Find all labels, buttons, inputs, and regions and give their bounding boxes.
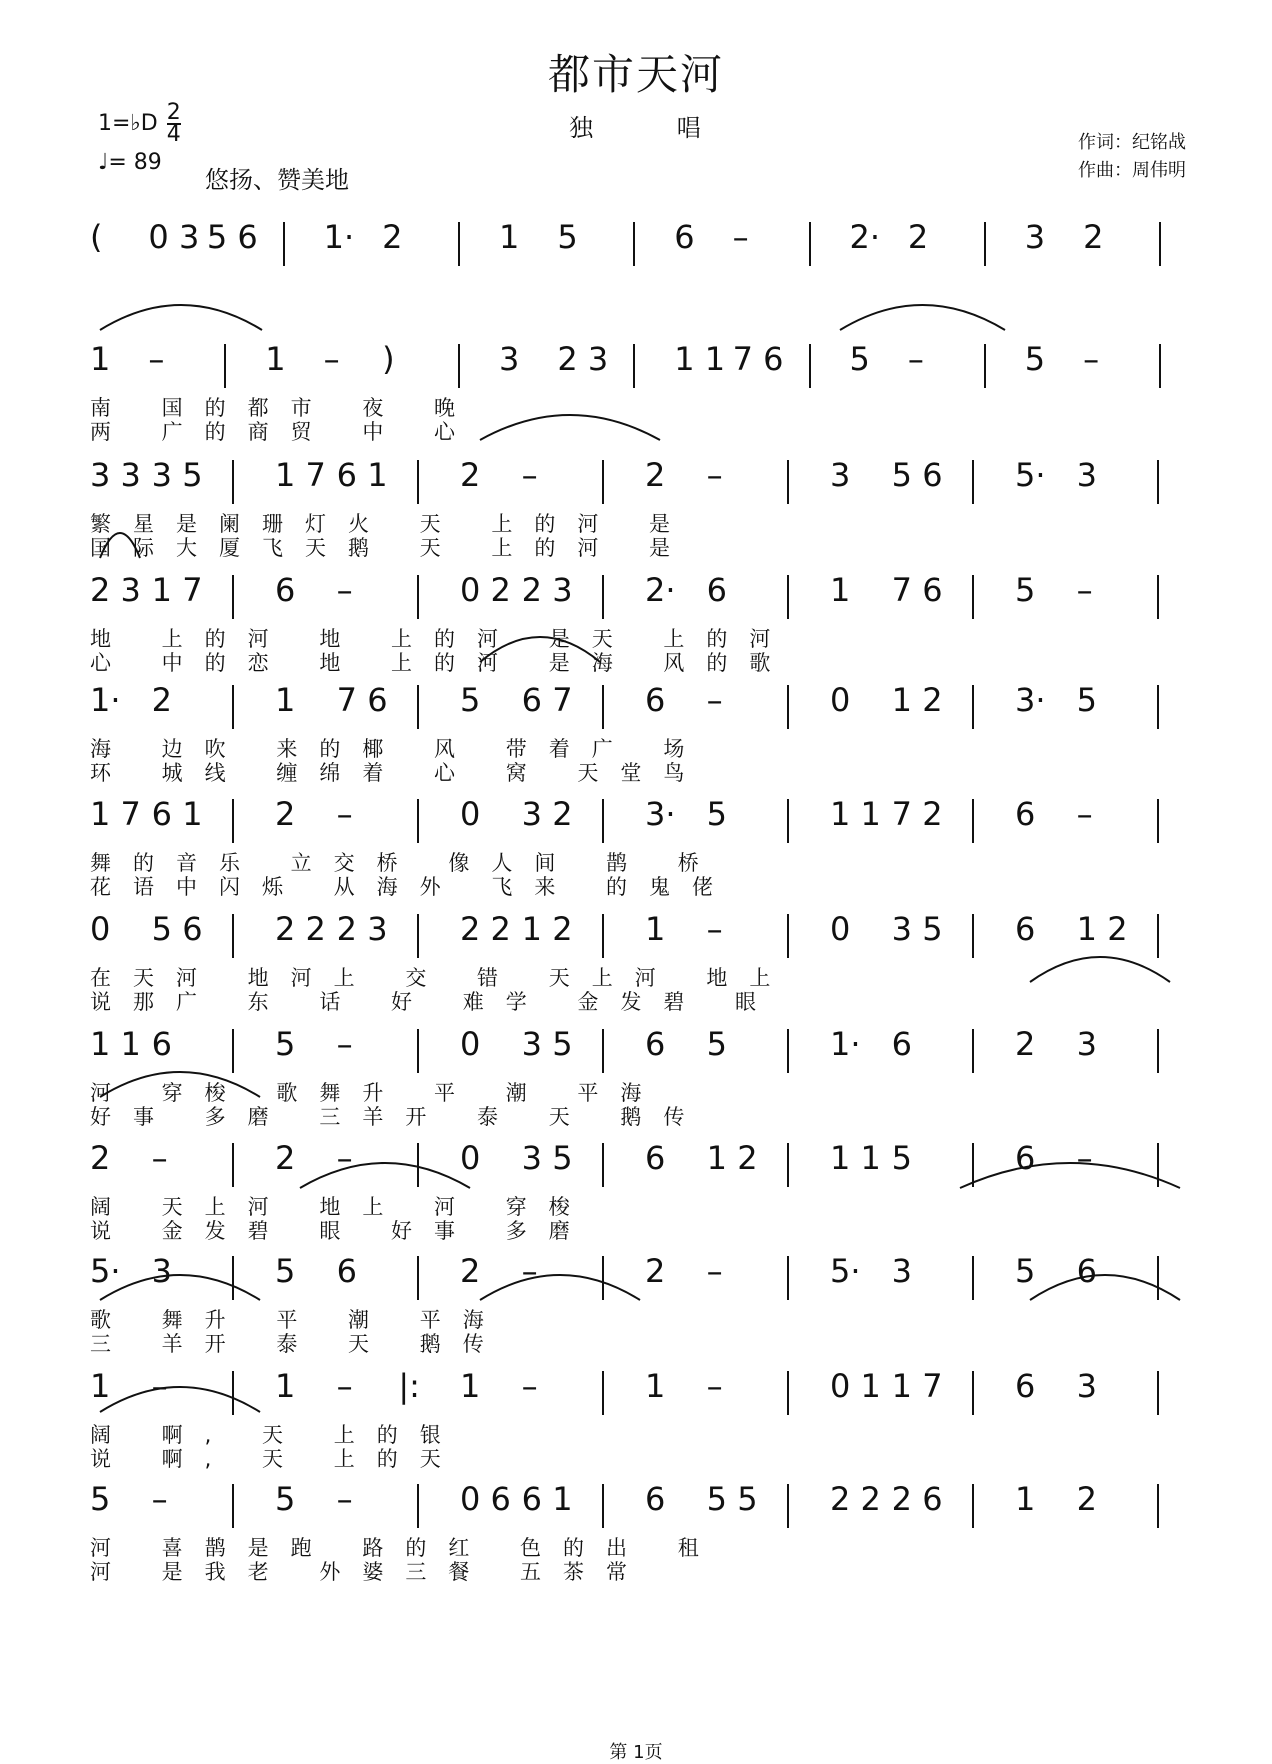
note: 2 3	[521, 571, 573, 609]
note: –	[323, 340, 340, 378]
lyric-line: 花语中闪烁 从海外 飞来 的鬼佬	[90, 875, 736, 899]
note: 5 6	[151, 910, 203, 948]
note: 2 3	[90, 571, 141, 609]
note: –	[1076, 1139, 1093, 1177]
key-label: 1=♭D	[98, 111, 158, 136]
note: 5	[891, 1139, 913, 1177]
note: –	[336, 571, 353, 609]
slur	[100, 305, 262, 330]
lyric-line: 环 城线 缠绵着 心 窝 天堂鸟	[90, 761, 707, 785]
note: –	[521, 1367, 538, 1405]
note: 0	[460, 795, 481, 833]
note: –	[336, 1367, 353, 1405]
note: 1	[90, 1367, 111, 1405]
slur	[100, 1275, 260, 1300]
note: |:	[398, 1367, 420, 1405]
note: 3 5	[521, 1139, 573, 1177]
note: 1 7	[275, 456, 326, 494]
note: 0 3	[148, 218, 200, 256]
note: –	[1083, 340, 1100, 378]
note: 3 3	[90, 456, 141, 494]
note: 5	[1015, 571, 1036, 609]
note: 2 2	[275, 910, 326, 948]
note: 1 1	[830, 1139, 881, 1177]
lyric-line: 在天河 地河上 交 错 天上河 地上	[90, 966, 793, 990]
note: 5	[460, 681, 481, 719]
expression-marking: 悠扬、赞美地	[205, 166, 349, 194]
lyric-line: 繁星是阑珊灯火 天 上的河 是	[90, 512, 693, 536]
note: 1 7	[891, 1367, 943, 1405]
note: 1 7	[90, 795, 141, 833]
note: 6 1	[151, 795, 203, 833]
note: 2	[382, 218, 403, 256]
note: –	[732, 218, 749, 256]
note: 5	[557, 218, 578, 256]
note: 1 2	[891, 681, 943, 719]
note: 2	[275, 1139, 296, 1177]
note: 1 1	[90, 1025, 141, 1063]
time-top: 2	[166, 100, 181, 125]
note: 6	[645, 1480, 666, 1518]
note: 3 2	[521, 795, 573, 833]
slur	[480, 1275, 640, 1300]
lyric-line: 舞的音乐 立交桥 像人间 鹊 桥	[90, 851, 721, 875]
note: –	[148, 340, 165, 378]
note: 1	[645, 910, 666, 948]
note: 2	[1015, 1025, 1036, 1063]
note: 5·	[1015, 456, 1046, 494]
note: 1 2	[1076, 910, 1128, 948]
lyric-line: 海 边吹 来的椰 风 带着广 场	[90, 737, 707, 761]
lyric-line: 阔 啊, 天 上的银	[90, 1423, 463, 1447]
note: 0	[460, 1025, 481, 1063]
note: 2	[460, 456, 481, 494]
slur	[840, 305, 1005, 330]
note: 0	[90, 910, 111, 948]
note: 2	[907, 218, 929, 256]
note: 5·	[830, 1252, 861, 1290]
note: 0	[830, 910, 851, 948]
song-title: 都市天河	[547, 50, 724, 99]
note: 6	[1015, 1139, 1036, 1177]
note: –	[151, 1480, 168, 1518]
note: 1·	[830, 1025, 861, 1063]
note: 3	[1076, 1367, 1098, 1405]
note: 1	[645, 1367, 666, 1405]
note: –	[1076, 795, 1093, 833]
note: 1 2	[706, 1139, 758, 1177]
note: 5 6	[891, 456, 943, 494]
lyric-line: 南 国的都市 夜 晚	[90, 396, 478, 420]
lyric-line: 国际大厦飞天鹅 天 上的河 是	[90, 536, 693, 560]
lyric-line: 心 中的恋 地 上的河 是海 风的歌	[90, 651, 793, 675]
note: 6	[1076, 1252, 1098, 1290]
note: –	[336, 1139, 353, 1177]
note: 6	[645, 1025, 666, 1063]
note: –	[706, 910, 723, 948]
note: 2 2	[460, 910, 511, 948]
note: 6	[275, 571, 296, 609]
note: )	[382, 340, 395, 378]
note: 1 2	[521, 910, 573, 948]
note: 0 6	[460, 1480, 511, 1518]
lyric-line: 说 金发碧 眼 好事 多磨	[90, 1219, 592, 1243]
note: 2·	[645, 571, 676, 609]
lyric-line: 地 上的河 地 上的河 是天 上的河	[90, 627, 793, 651]
note: 5	[706, 1025, 728, 1063]
slur	[100, 533, 140, 558]
note: 6 7	[521, 681, 573, 719]
lyric-line: 河 是我老 外婆三餐 五茶常	[90, 1560, 650, 1584]
note: 1·	[90, 681, 121, 719]
lyric-line: 三 羊开 泰 天 鹅传	[90, 1332, 506, 1356]
note: 3	[1076, 456, 1098, 494]
note: 3 5	[151, 456, 203, 494]
note: 6	[674, 218, 695, 256]
note: 1	[265, 340, 286, 378]
note: 0 1	[830, 1367, 881, 1405]
note: 5	[1015, 1252, 1036, 1290]
note: 2	[90, 1139, 111, 1177]
note: 2 6	[891, 1480, 943, 1518]
note: 0	[460, 1139, 481, 1177]
page-number: 第 1页	[609, 1742, 663, 1763]
note: 2·	[849, 218, 880, 256]
note: 2	[460, 1252, 481, 1290]
note: 1	[275, 681, 296, 719]
lyricist-credit: 作词：纪铭战	[1078, 132, 1186, 153]
note: 5	[1076, 681, 1098, 719]
note: 1	[1015, 1480, 1036, 1518]
note: 5	[90, 1480, 111, 1518]
note: 3	[1024, 218, 1046, 256]
note: 2	[1083, 218, 1104, 256]
note: 6	[151, 1025, 173, 1063]
lyric-line: 好事 多磨 三羊开 泰 天 鹅传	[90, 1105, 707, 1129]
note: 1·	[323, 218, 355, 256]
note: –	[907, 340, 924, 378]
note: 5	[1024, 340, 1046, 378]
note: 6 1	[521, 1480, 573, 1518]
note: 1 1	[674, 340, 726, 378]
note: 3	[830, 456, 851, 494]
slur	[960, 1163, 1180, 1188]
note: 6	[1015, 1367, 1036, 1405]
note: 5 6	[206, 218, 258, 256]
note: 1	[275, 1367, 296, 1405]
note: 2 2	[830, 1480, 881, 1518]
note: 1	[460, 1367, 481, 1405]
note: 3 5	[891, 910, 943, 948]
tempo-marking: ♩= 89	[98, 150, 162, 175]
note: 7 6	[891, 571, 943, 609]
note: –	[336, 1025, 353, 1063]
note: 3·	[1015, 681, 1046, 719]
note: 5	[849, 340, 870, 378]
note: 6	[706, 571, 728, 609]
slur	[100, 1072, 260, 1097]
note: 2	[151, 681, 173, 719]
note: 3	[1076, 1025, 1098, 1063]
slur	[480, 415, 660, 440]
lyric-line: 阔 天上河 地上 河 穿梭	[90, 1195, 592, 1219]
note: (	[90, 218, 103, 256]
slur	[300, 1163, 470, 1188]
note: 5	[275, 1480, 296, 1518]
slur	[100, 1387, 260, 1412]
note: –	[336, 795, 353, 833]
note: 5	[275, 1252, 296, 1290]
note: 0 2	[460, 571, 511, 609]
note: 3 5	[521, 1025, 573, 1063]
note: –	[151, 1367, 168, 1405]
lyric-line: 河 喜鹊是跑 路的红 色的出 租	[90, 1536, 721, 1560]
lyric-line: 两 广的商贸 中 心	[90, 420, 478, 444]
note: –	[151, 1139, 168, 1177]
note: 7 6	[336, 681, 388, 719]
note: –	[706, 456, 723, 494]
note: 2 3	[336, 910, 388, 948]
note: 0	[830, 681, 851, 719]
note: 6	[1015, 910, 1036, 948]
note: 2	[275, 795, 296, 833]
note: –	[706, 681, 723, 719]
lyric-line: 河 穿梭 歌舞升 平 潮 平海	[90, 1081, 664, 1105]
note: 2	[645, 456, 666, 494]
time-bottom: 4	[166, 122, 181, 147]
note: 5 5	[706, 1480, 758, 1518]
note: 6	[645, 681, 666, 719]
note: 2 3	[557, 340, 609, 378]
note: 6	[645, 1139, 666, 1177]
note: 2	[1076, 1480, 1098, 1518]
note: –	[521, 1252, 538, 1290]
note: –	[521, 456, 538, 494]
note: 3·	[645, 795, 676, 833]
note: 6	[891, 1025, 913, 1063]
note: 3	[151, 1252, 173, 1290]
lyric-line: 说那广 东 话 好 难学 金发碧 眼	[90, 990, 779, 1014]
note: –	[706, 1367, 723, 1405]
note: –	[706, 1252, 723, 1290]
note: 6	[1015, 795, 1036, 833]
note: 6 1	[336, 456, 388, 494]
note: 1 7	[151, 571, 203, 609]
note: –	[1076, 571, 1093, 609]
note: 7 6	[732, 340, 784, 378]
note: 5·	[90, 1252, 121, 1290]
note: 5	[275, 1025, 296, 1063]
note: 1	[90, 340, 111, 378]
composer-credit: 作曲：周伟明	[1078, 160, 1186, 181]
note: 3	[891, 1252, 913, 1290]
note: 1	[498, 218, 520, 256]
note: 1 1	[830, 795, 881, 833]
note: 6	[336, 1252, 358, 1290]
note: 2	[645, 1252, 666, 1290]
note: 5	[706, 795, 728, 833]
note: 1	[830, 571, 851, 609]
note: –	[336, 1480, 353, 1518]
slur	[480, 637, 600, 662]
slur	[1030, 1275, 1180, 1300]
slur	[1030, 957, 1170, 982]
note: 3	[498, 340, 520, 378]
note: 7 2	[891, 795, 943, 833]
lyric-line: 说 啊, 天 上的天	[90, 1447, 463, 1471]
song-subtitle: 独 唱	[569, 114, 739, 142]
lyric-line: 歌 舞升 平 潮 平海	[90, 1308, 506, 1332]
